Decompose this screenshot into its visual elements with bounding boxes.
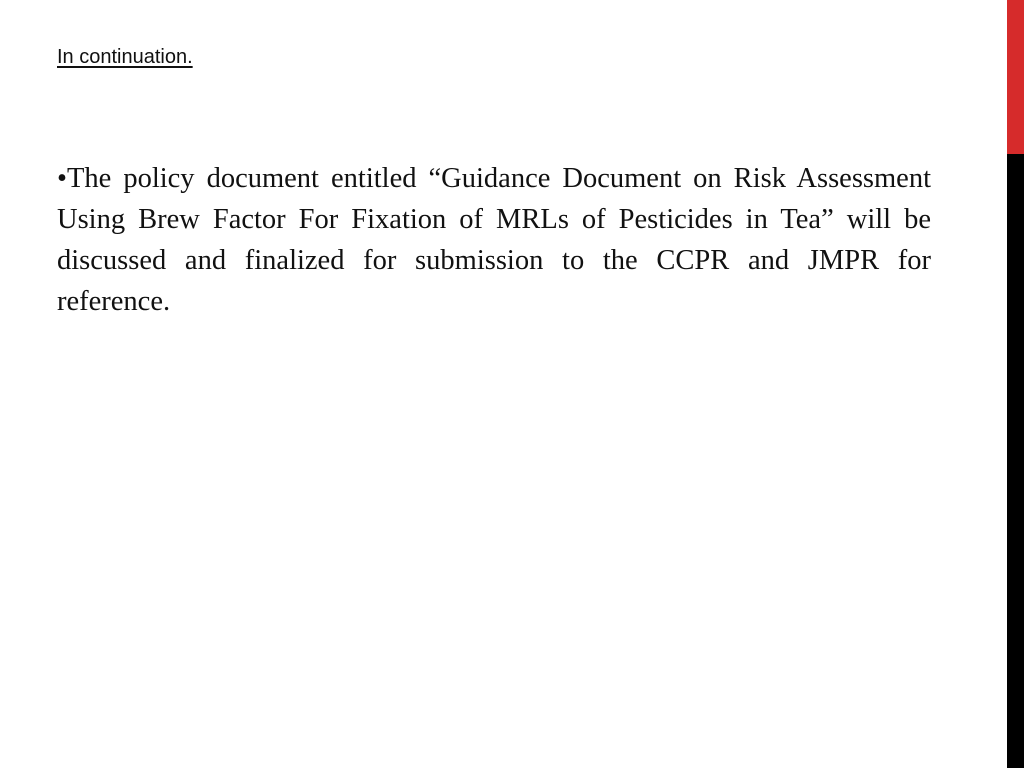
bullet-paragraph: •The policy document entitled “Guidance Document on Risk Assessment Using Brew Factor For Fixation of MRLs of Pesticides in Tea” will be discussed and finalized for submission to the CCPR and JMPR for reference. <box>57 163 931 317</box>
accent-bar-black <box>1007 154 1024 768</box>
accent-bar-red <box>1007 0 1024 154</box>
slide-heading: In continuation. <box>57 46 193 68</box>
